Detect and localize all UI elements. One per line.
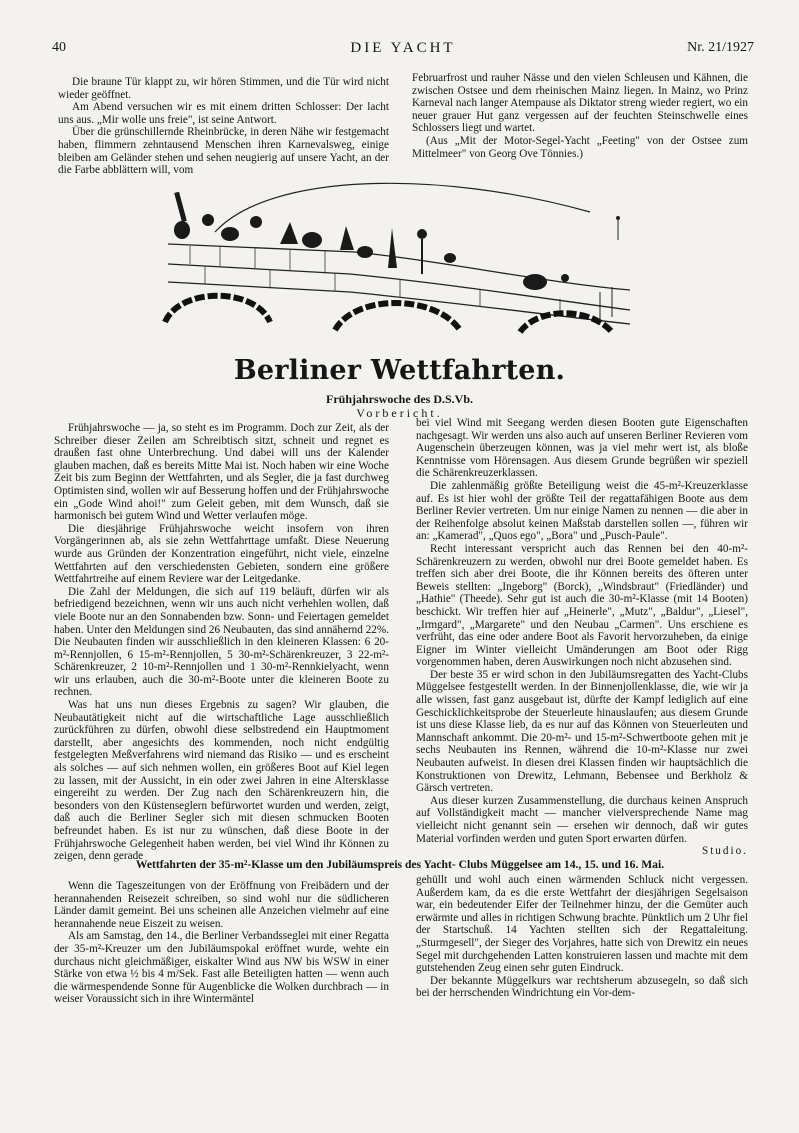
article-subtitle: Frühjahrswoche des D.S.Vb. (325, 392, 473, 406)
article-kicker: Vorbericht. (356, 406, 443, 420)
paragraph: Recht interessant verspricht auch das Rennen bei den 40-m²-Schärenkreuzern zu werden, obwohl nur drei Boote gemeldet haben. Es treffen sich aber drei Boote, die ihr Können bereits des öfteren unter Beweis stellten: „Ingeborg" (Borck), „Windsbraut" (Friedländer) und „Hathie" (Theede). Sehr gut ist auch die 30-m²-Klasse (mit 14 Booten) beschickt. Wir treffen hier auf „Heinerle", „Mutz", „Baldur", „Liesel", „Irmgard", „Margarete" und den Neubau „Carmen". Uns erschiene es verfrüht, das eine oder andere Boot als Favorit hervorzuheben, da einige Eigner im Winter vielleicht Umänderungen am Boot oder Rigg vorgenommen haben, deren Auswirkungen noch nicht abzusehen sind. (416, 542, 748, 669)
page-header (52, 40, 754, 62)
section-heading: Wettfahrten der 35-m²-Klasse um den Jubiläumspreis des Yacht- Clubs Müggelsee am 14., 15. und 16. Mai. (135, 858, 665, 871)
section2-left-column (54, 880, 389, 1006)
paragraph: Aus dieser kurzen Zusammenstellung, die durchaus keinen Anspruch auf Vollständigkeit macht — mancher vielversprechende Name mag vielleicht nicht genannt sein — ersehen wir dennoch, daß wir gutes Material vorfinden werden und guten Sport erwarten dürfen. (416, 794, 748, 845)
article-title: Berliner Wettfahrten. (233, 355, 566, 386)
paragraph: Die diesjährige Frühjahrswoche weicht insofern von ihren Vorgängerinnen ab, als sie zehn Wettfahrttage umfaßt. Diese Neuerung wurde aus Gründen der Konzentration eingeführt, nicht viele, einzelne Wettfahrten auf den verschiedensten Gebieten, sondern eine größere Wettfahrtreihe auf einem Reviere war der Leitgedanke. (54, 522, 389, 586)
paragraph: Wenn die Tageszeitungen von der Eröffnung von Freibädern und der herannahenden Reisezeit schreiben, so sind wohl nur die südlicheren Länder damit gemeint. Bei uns scheinen alle Anzeichen vielmehr auf eine herannahende neue Eiszeit zu weisen. (54, 880, 389, 930)
section2-right-column (416, 874, 748, 1000)
author-signature: Studio. (701, 845, 748, 858)
paragraph: Über die grünschillernde Rheinbrücke, in deren Nähe wir festgemacht haben, flimmern zehntausend Menschen ihren Karnevalsweg, einige bleiben am Geländer stehen und sehen neugierig auf unsere Yacht, an der die Farbe abblättern will, vom (58, 126, 389, 177)
magazine-title: DIE YACHT (350, 40, 456, 56)
paragraph: Der bekannte Müggelkurs war rechtsherum abzusegeln, so daß sich bei der herrschenden Windrichtung ein Vor-dem- (416, 974, 748, 1000)
paragraph: Am Abend versuchen wir es mit einem dritten Schlosser: Der lacht uns aus. „Mir wolle uns freie", ist seine Antwort. (58, 101, 389, 126)
paragraph: Die braune Tür klappt zu, wir hören Stimmen, und die Tür wird nicht wieder geöffnet. (58, 76, 389, 101)
page-number: 40 (52, 40, 66, 55)
carnival-bridge-illustration (160, 182, 640, 342)
paragraph: Die Zahl der Meldungen, die sich auf 119 beläuft, dürfen wir als befriedigend bezeichnen, wenn wir uns auch nicht verhehlen wollen, daß viele Boote nur an den Sonnabenden bzw. Sonn- und Feiertagen gemeldet haben. Unter den Meldungen sind 26 Neubauten, das sind annähernd 22%. Die Neubauten finden wir ausschließlich in den kleineren Klassen: 6 20-m²-Rennjollen, 6 15-m²-Rennjollen, 5 30-m²-Schärenkreuzer, 3 22-m²-Schärenkreuzer, 2 10-m²-Rennjollen und 1 30-m²-Rennkielyacht, wenn wir uns erlauben, auch die 30-m²-Boote unter die kleineren Boote zu rechnen. (54, 585, 389, 699)
issue-number: Nr. 21/1927 (687, 40, 754, 55)
paragraph: bei viel Wind mit Seegang werden diesen Booten gute Eigenschaften nachgesagt. Wir werden uns also auch auf unseren Berliner Revieren vom Augenschein überzeugen können, was ja viel mehr wert ist, als bloße Kenntnisse vom Hörensagen. Aus diesem Grunde begrüßen wir speziell die Schärenkreuzerklassen. (416, 417, 748, 480)
article-left-column (54, 422, 389, 863)
paragraph: Frühjahrswoche — ja, so steht es im Programm. Doch zur Zeit, als der Schreiber dieser Zeilen am Schreibtisch sitzt, schneit und regnet es draußen fast ohne Unterbrechung. Und dabei will uns der Kalender glauben machen, daß es bereits Mitte Mai ist. Noch haben wir eine Woche Zeit bis zum Beginn der Wettfahrten, und als Segler, die ja fast durchweg Optimisten sind, wollen wir auf Besserung hoffen und der Frühjahrswoche ein „Gode Wind ahoi!" zum Geleit geben, mit dem Wunsch, daß sie harmonisch bei gutem Wind und Wetter verlaufen möge. (54, 422, 389, 523)
paragraph: Was hat uns nun dieses Ergebnis zu sagen? Wir glauben, die Neubautätigkeit nicht auf die wirtschaftliche Lage ausschließlich zurückführen zu dürfen, obwohl diese selbstredend ein Hauptmoment darstellt, aber angesichts des kommenden, noch nicht endgültig festgelegten Meßverfahrens wird niemand das Risiko — und es erscheint als solches — auf sich nehmen wollen, ein größeres Boot auf Kiel legen zu lassen, mit der Aussicht, in ein oder zwei Jahren in eine Altersklasse eingereiht zu werden. Der Zug nach den Schärenkreuzern hin, die besonders von den Küstenseglern befürwortet wurden und werden, zeigt, daß auch die Berliner Segler sich mit diesen schmucken Booten befreundet haben. Es ist nur zu wünschen, daß diese Boote in der Frühjahrswoche Gelegenheit haben werden, bei viel Wind ihr Können zu zeigen, denn gerade (54, 699, 389, 863)
paragraph: Der beste 35 er wird schon in den Jubiläumsregatten des Yacht-Clubs Müggelsee festgestellt werden. In der Binnenjollenklasse, die, wie wir ja alle wissen, fast ganz ausgebaut ist, dürfte der Kampf lediglich auf eine Geschicklichkeitsprobe der Steuerleute hinauslaufen; aus diesem Grunde ist uns diese Klasse lieb, da es nur auf das Können von Steuerleuten und Mannschaft ankommt. Die 20-m²- und 15-m²-Schwertboote gehen mit je sechs Neubauten ins Rennen, während die 10-m²-Klasse nur zwei Neubauten aufweist. In diesen drei Klassen finden wir hauptsächlich die Konstruktionen von Drewitz, Lehmann, Bebensee und Berkholz & Gärsch vertreten. (416, 668, 748, 795)
intro-right-column (412, 72, 748, 160)
article-right-column (416, 417, 748, 858)
paragraph: (Aus „Mit der Motor-Segel-Yacht „Feeting" von der Ostsee zum Mittelmeer" von Georg Ove Tönnies.) (412, 134, 748, 160)
paragraph: Als am Samstag, den 14., die Berliner Verbandsseglei mit einer Regatta der 35-m²-Kreuzer um den Jubiläumspokal eröffnet wurde, wehte ein durchaus nicht gleichmäßiger, eiskalter Wind aus NW bis WSW in einer Stärke von etwa ½ bis 4 m/Sek. Fast alle Beteiligten hatten — wenn auch die wärmespendende Sonne für Augenblicke die Wolken durchbrach — in weiser Voraussicht sich in ihre Wintermäntel (54, 930, 389, 1006)
paragraph: gehüllt und wohl auch einen wärmenden Schluck nicht vergessen. Außerdem kam, da es die erste Wettfahrt der diesjährigen Segelsaison war, ein bedeutender Eifer der Teilnehmer hinzu, der die Gemüter auch erwärmte und alles in richtigen Schwung brachte. Pünktlich um 2 Uhr fiel der Startschuß. 14 Yachten stellten sich der Regattaleitung. „Sturmgesell", der Sieger des Vorjahres, hatte sich von Drewitz ein neues Segel mit durchgehenden Latten konstruieren lassen und machte mit dem gutstehenden Zeug einen sehr guten Eindruck. (416, 874, 748, 975)
paragraph: Die zahlenmäßig größte Beteiligung weist die 45-m²-Kreuzerklasse auf. Es ist hier wohl der größte Teil der regattafähigen Boote aus dem Berliner Revier vertreten. Um nur einige Namen zu nennen — die aber in der Reihenfolge absolut keinen Maßstab darstellen sollen —, führen wir an: „Kamerad", „Quos ego", „Bora" und „Pusch-Paule". (416, 479, 748, 543)
paragraph: Februarfrost und rauher Nässe und den vielen Schleusen und Kähnen, die zwischen Ostsee und dem rheinischen Mainz liegen. In Mainz, wo Prinz Karneval nach langer Atempause als Diktator streng wieder regiert, wo ein neuer grauer Hut ganz vergessen auf der feuchten Steinschwelle eines Schlossers liegt und wartet. (412, 72, 748, 135)
intro-left-column (58, 76, 389, 177)
